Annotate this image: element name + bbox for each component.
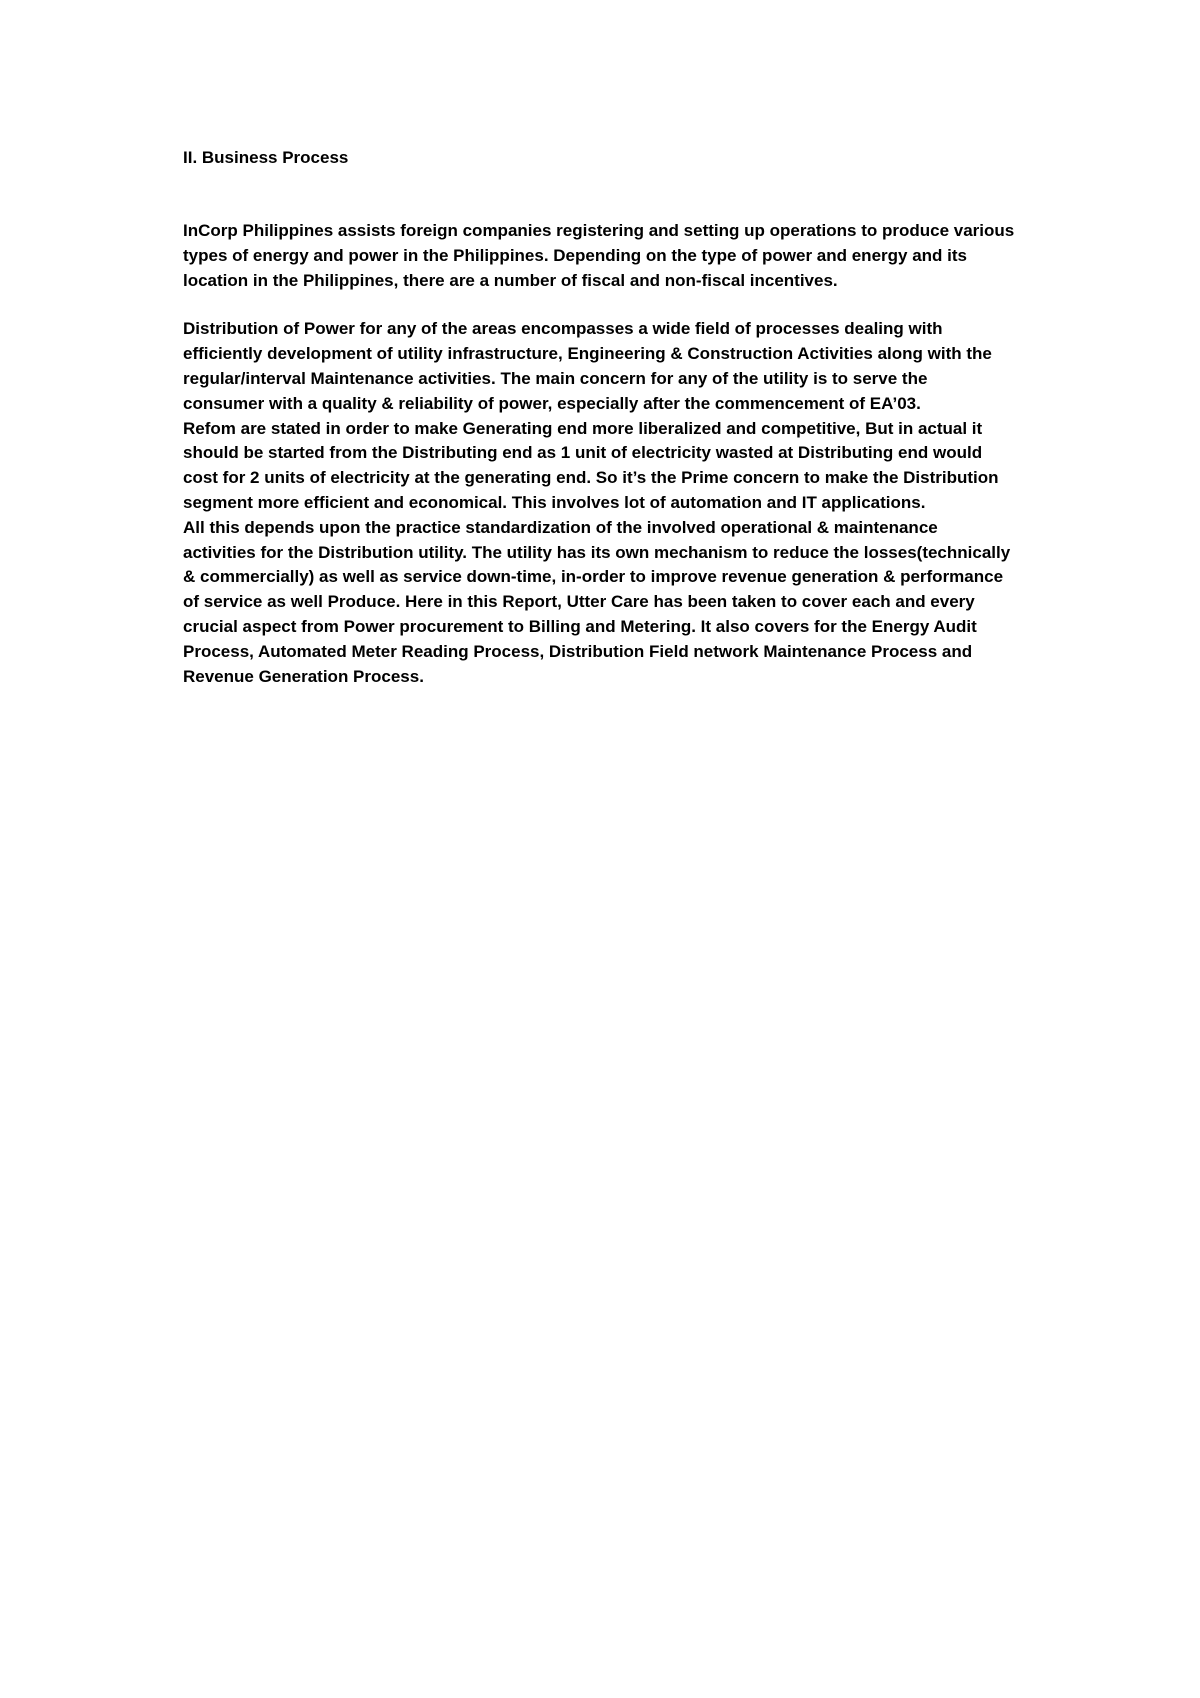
text-line: activities for the Distribution utility. The utility has its own mechanism to reduce the losses(technically xyxy=(183,542,1011,562)
text-line: location in the Philippines, there are a number of fiscal and non-fiscal incentives. xyxy=(183,270,838,290)
text-line: crucial aspect from Power procurement to Billing and Metering. It also covers for the Energy Audit xyxy=(183,616,977,636)
text-line: & commercially) as well as service down-time, in-order to improve revenue generation & performance xyxy=(183,567,1004,587)
text-line: regular/interval Maintenance activities. The main concern for any of the utility is to serve the xyxy=(183,368,928,388)
section-heading: II. Business Process xyxy=(183,148,349,167)
text-line: consumer with a quality & reliability of power, especially after the commencement of EA’03. xyxy=(183,393,921,413)
text-line: segment more efficient and economical. This involves lot of automation and IT applications. xyxy=(183,492,926,512)
text-line: of service as well Produce. Here in this Report, Utter Care has been taken to cover each and every xyxy=(183,592,975,612)
text-line: types of energy and power in the Philippines. Depending on the type of power and energy and its xyxy=(183,245,967,265)
text-line: should be started from the Distributing end as 1 unit of electricity wasted at Distributing end would xyxy=(183,443,983,463)
document-body xyxy=(183,146,1033,713)
text-line: cost for 2 units of electricity at the generating end. So it’s the Prime concern to make the Distribution xyxy=(183,468,999,488)
text-line: Distribution of Power for any of the areas encompasses a wide field of processes dealing with xyxy=(183,319,943,339)
paragraph-distribution xyxy=(183,317,1033,689)
text-line: Process, Automated Meter Reading Process, Distribution Field network Maintenance Process and xyxy=(183,641,973,661)
text-line: Revenue Generation Process. xyxy=(183,666,424,686)
paragraph-intro xyxy=(183,219,1033,293)
text-line: All this depends upon the practice standardization of the involved operational & maintenance xyxy=(183,517,938,537)
text-line: efficiently development of utility infrastructure, Engineering & Construction Activities along with the xyxy=(183,344,992,364)
text-line: Refom are stated in order to make Generating end more liberalized and competitive, But in actual it xyxy=(183,418,983,438)
text-line: InCorp Philippines assists foreign companies registering and setting up operations to produce various xyxy=(183,221,1015,240)
